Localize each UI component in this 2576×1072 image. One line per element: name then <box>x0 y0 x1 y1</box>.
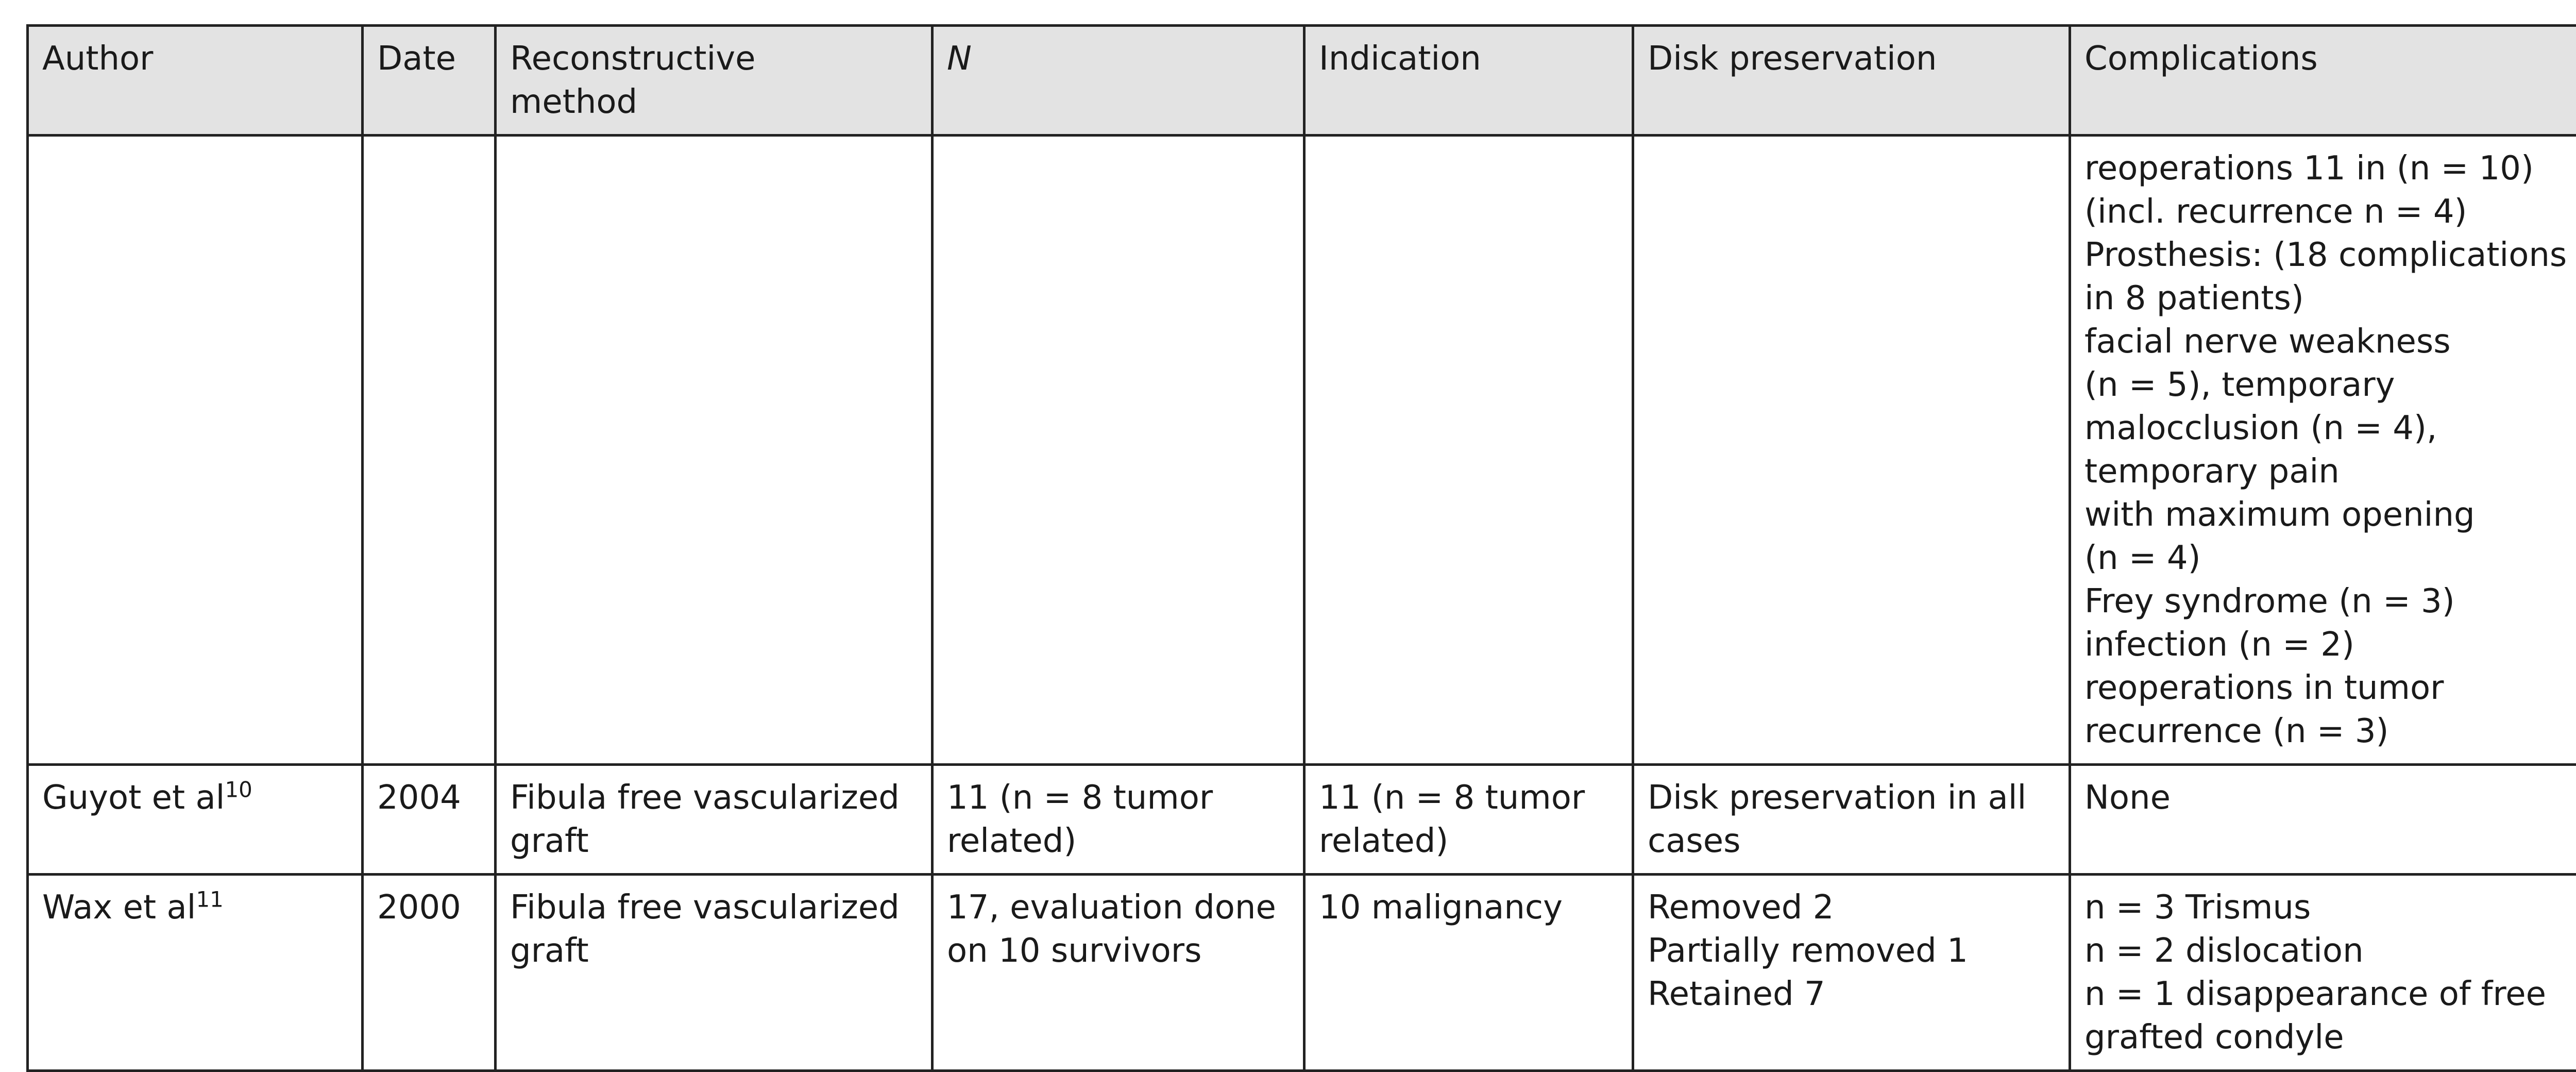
complication-line: malocclusion (n = 4), <box>2084 407 2576 450</box>
disk-line: Removed 2 <box>1648 886 2055 929</box>
author-name: Wax et al <box>42 889 196 927</box>
table-row <box>28 136 2576 765</box>
header-row <box>28 26 2576 136</box>
indication-line: 11 (n = 8 tumor <box>1319 776 1618 819</box>
complication-line: (n = 5), temporary <box>2084 363 2576 407</box>
header-date: Date <box>363 26 496 136</box>
disk-cell <box>1633 765 2070 875</box>
author-cell <box>28 875 363 1071</box>
date-cell: 2004 <box>363 765 496 875</box>
indication-line: 10 malignancy <box>1319 886 1618 929</box>
complication-line: recurrence (n = 3) <box>2084 710 2576 753</box>
complication-line: infection (n = 2) <box>2084 623 2576 666</box>
table-row <box>28 765 2576 875</box>
complication-line: grafted condyle <box>2084 1016 2576 1059</box>
author-reference: 11 <box>196 887 223 912</box>
complications-cell <box>2070 136 2576 765</box>
complication-line: temporary pain <box>2084 450 2576 493</box>
complication-line: reoperations in tumor <box>2084 666 2576 710</box>
date-cell <box>363 136 496 765</box>
n-cell <box>933 136 1304 765</box>
complication-line: (n = 4) <box>2084 537 2576 580</box>
disk-line: Retained 7 <box>1648 973 2055 1016</box>
author-cell <box>28 765 363 875</box>
complication-line: (incl. recurrence n = 4) <box>2084 190 2576 233</box>
header-complications: Complications <box>2070 26 2576 136</box>
indication-cell <box>1304 136 1633 765</box>
header-indication: Indication <box>1304 26 1633 136</box>
method-line: Fibula free vascularized <box>510 776 918 819</box>
disk-line: Disk preservation in all <box>1648 776 2055 819</box>
method-cell <box>496 136 933 765</box>
method-line: graft <box>510 929 918 973</box>
author-reference: 10 <box>225 777 252 802</box>
n-line: 11 (n = 8 tumor <box>947 776 1290 819</box>
method-line: Fibula free vascularized <box>510 886 918 929</box>
indication-cell <box>1304 765 1633 875</box>
header-disk-preservation: Disk preservation <box>1633 26 2070 136</box>
method-cell <box>496 765 933 875</box>
complication-line: Prosthesis: (18 complications <box>2084 233 2576 277</box>
disk-cell <box>1633 875 2070 1071</box>
indication-line: related) <box>1319 819 1618 863</box>
complication-line: None <box>2084 776 2576 819</box>
disk-line: Partially removed 1 <box>1648 929 2055 973</box>
n-line: on 10 survivors <box>947 929 1290 973</box>
complication-line: n = 3 Trismus <box>2084 886 2576 929</box>
header-author: Author <box>28 26 363 136</box>
complications-cell <box>2070 875 2576 1071</box>
complication-line: Frey syndrome (n = 3) <box>2084 580 2576 623</box>
complication-line: facial nerve weakness <box>2084 320 2576 363</box>
table-row <box>28 875 2576 1071</box>
method-line: graft <box>510 819 918 863</box>
disk-cell <box>1633 136 2070 765</box>
complication-line: reoperations 11 in (n = 10) <box>2084 147 2576 190</box>
literature-table <box>26 24 2576 1072</box>
complication-line: n = 2 dislocation <box>2084 929 2576 973</box>
n-cell <box>933 765 1304 875</box>
complications-cell <box>2070 765 2576 875</box>
header-n: N <box>933 26 1304 136</box>
n-line: related) <box>947 819 1290 863</box>
disk-line: cases <box>1648 819 2055 863</box>
indication-cell <box>1304 875 1633 1071</box>
method-cell <box>496 875 933 1071</box>
complication-line: in 8 patients) <box>2084 277 2576 320</box>
header-method: Reconstructive method <box>496 26 933 136</box>
date-cell: 2000 <box>363 875 496 1071</box>
author-cell <box>28 136 363 765</box>
complication-line: n = 1 disappearance of free <box>2084 973 2576 1016</box>
n-line: 17, evaluation done <box>947 886 1290 929</box>
author-name: Guyot et al <box>42 779 225 817</box>
n-cell <box>933 875 1304 1071</box>
complication-line: with maximum opening <box>2084 493 2576 537</box>
